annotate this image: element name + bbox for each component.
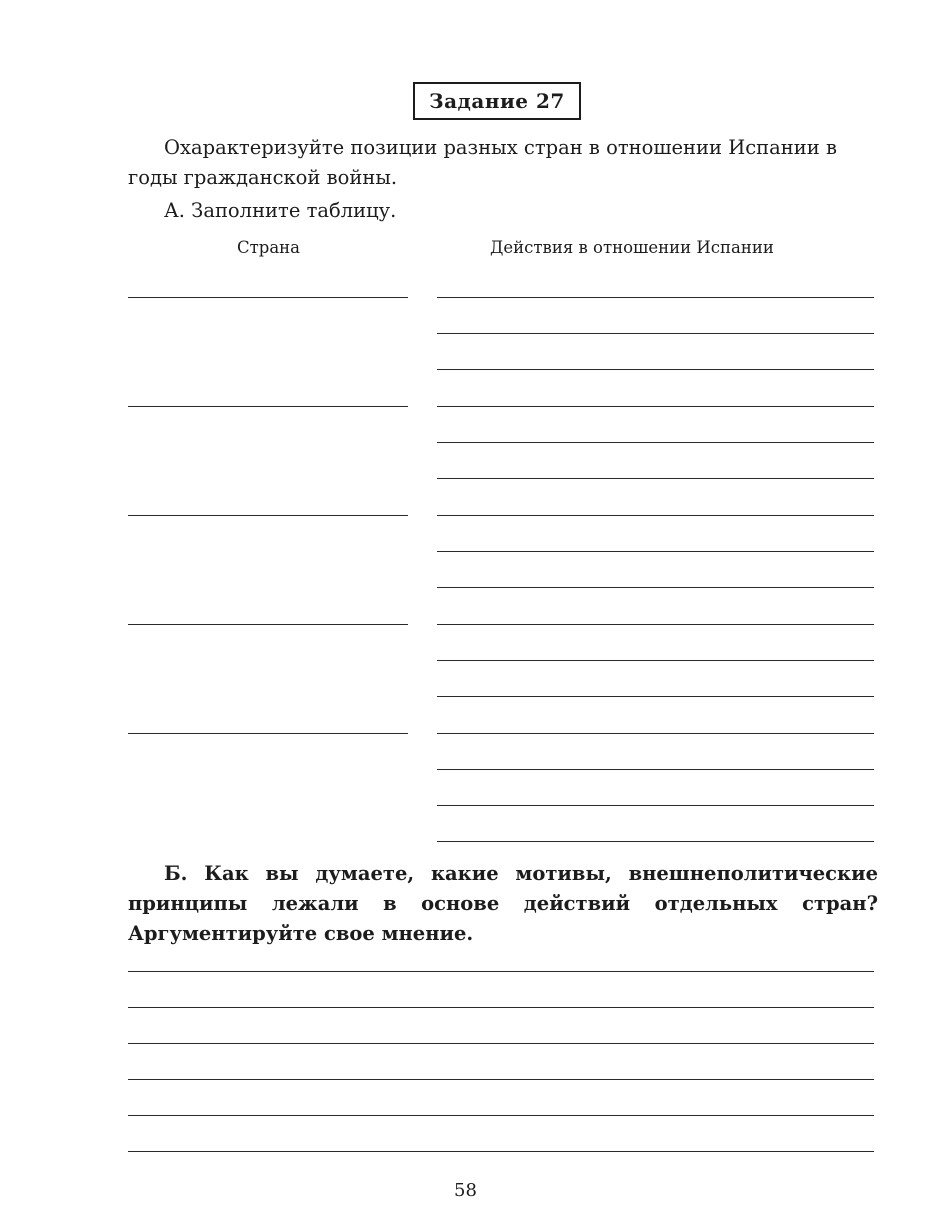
column-header-actions: Действия в отношении Испании — [490, 238, 774, 257]
actions-answer-line[interactable] — [437, 406, 874, 407]
task-prompt: Охарактеризуйте позиции разных стран в отношении Испании в годы гражданской войны. — [128, 136, 837, 189]
essay-answer-line[interactable] — [128, 1151, 874, 1152]
actions-answer-line[interactable] — [437, 660, 874, 661]
actions-answer-line[interactable] — [437, 515, 874, 516]
actions-answer-line[interactable] — [437, 551, 874, 552]
task-title: Задание 27 — [413, 82, 581, 120]
essay-answer-line[interactable] — [128, 1079, 874, 1080]
part-b-question: Б. Как вы думаете, какие мотивы, внешнеполитические принципы лежали в основе действий отдельных стран? Аргументируйте свое мнение. — [128, 862, 878, 945]
essay-answer-line[interactable] — [128, 1043, 874, 1044]
essay-answer-line[interactable] — [128, 1115, 874, 1116]
actions-answer-line[interactable] — [437, 841, 874, 842]
actions-answer-line[interactable] — [437, 624, 874, 625]
actions-answer-line[interactable] — [437, 297, 874, 298]
page-number: 58 — [454, 1180, 477, 1201]
country-answer-line[interactable] — [128, 515, 408, 516]
essay-answer-line[interactable] — [128, 1007, 874, 1008]
actions-answer-line[interactable] — [437, 733, 874, 734]
country-answer-line[interactable] — [128, 297, 408, 298]
actions-answer-line[interactable] — [437, 333, 874, 334]
country-answer-line[interactable] — [128, 406, 408, 407]
column-header-country: Страна — [237, 238, 300, 257]
part-a-instruction: А. Заполните таблицу. — [164, 199, 397, 222]
essay-answer-line[interactable] — [128, 971, 874, 972]
actions-answer-line[interactable] — [437, 587, 874, 588]
actions-answer-line[interactable] — [437, 769, 874, 770]
actions-answer-line[interactable] — [437, 696, 874, 697]
actions-answer-line[interactable] — [437, 369, 874, 370]
country-answer-line[interactable] — [128, 733, 408, 734]
actions-answer-line[interactable] — [437, 805, 874, 806]
country-answer-line[interactable] — [128, 624, 408, 625]
actions-answer-line[interactable] — [437, 442, 874, 443]
actions-answer-line[interactable] — [437, 478, 874, 479]
